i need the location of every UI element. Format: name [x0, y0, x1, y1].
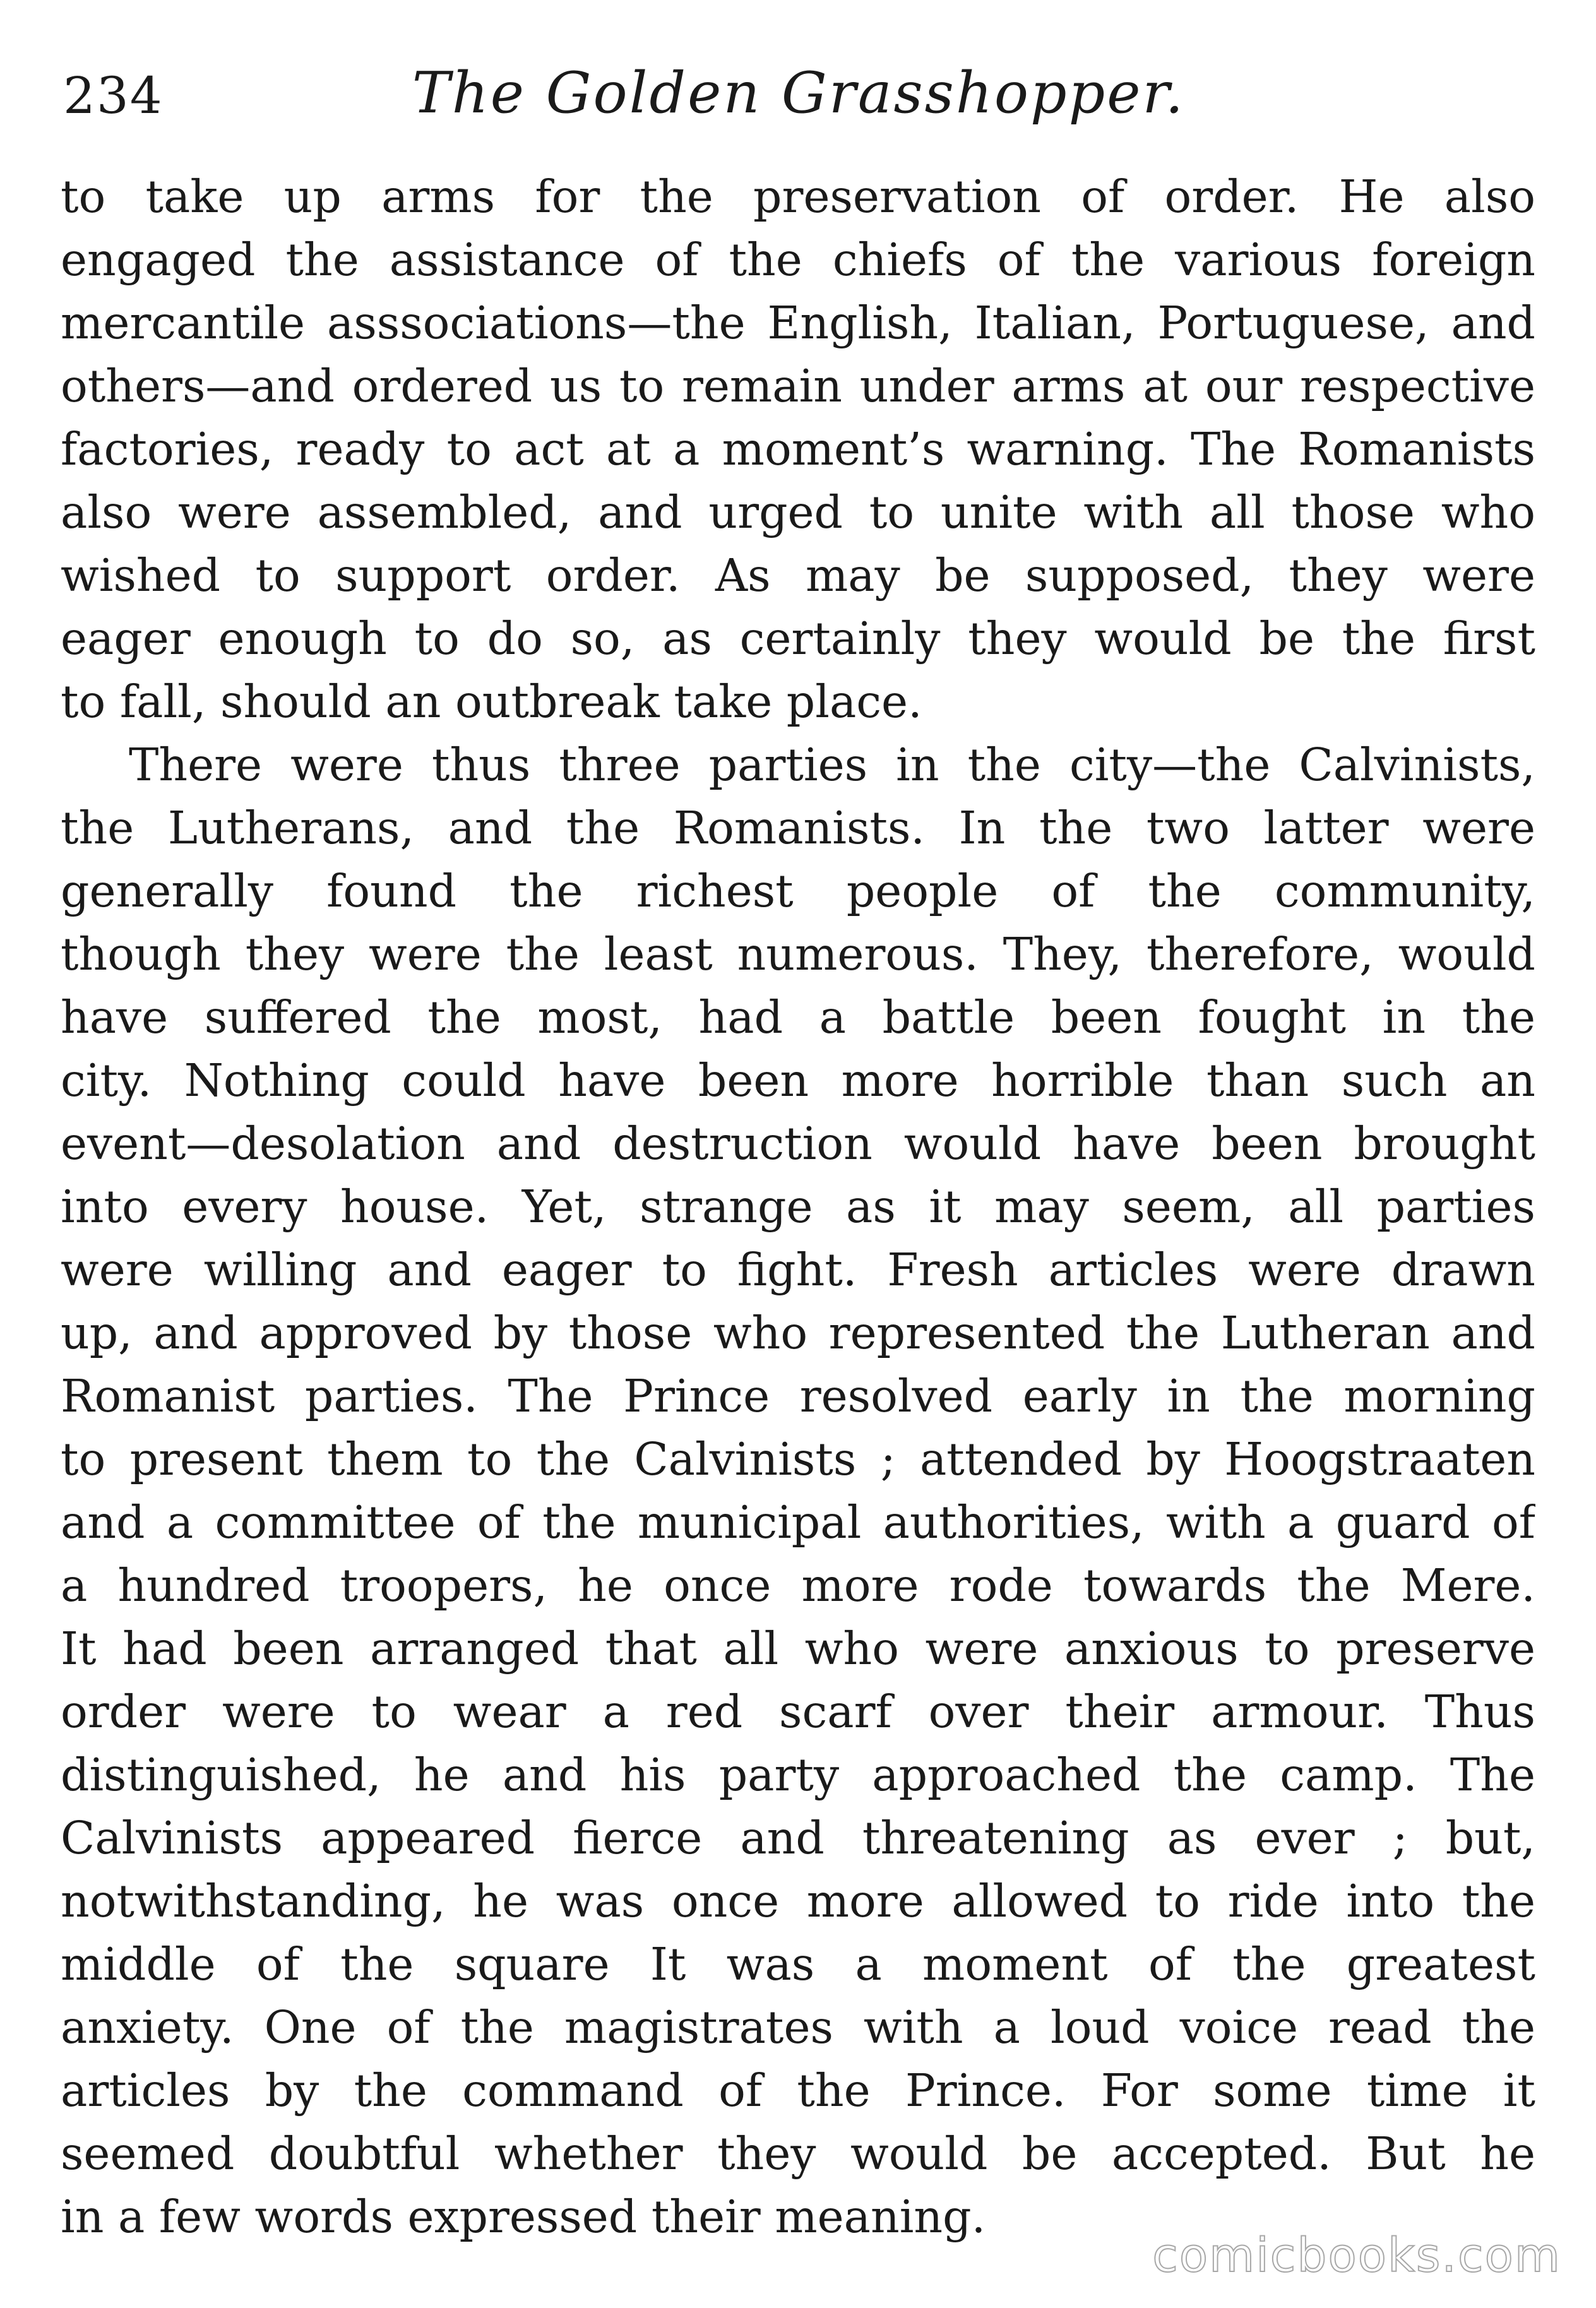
text-line: to fall, should an outbreak take place. [61, 675, 922, 728]
page-number: 234 [63, 66, 164, 125]
text-line: order were to wear a red scarf over their armour. Thus [61, 1686, 1535, 1738]
text-line: mercantile asssociations—the English, Italian, Portuguese, and [61, 297, 1535, 349]
text-line: though they were the least numerous. They, therefore, would [61, 928, 1535, 980]
text-line: the Lutherans, and the Romanists. In the two latter were [61, 802, 1535, 854]
text-line: into every house. Yet, strange as it may seem, all parties [61, 1181, 1535, 1233]
text-line: middle of the square It was a moment of the greatest [61, 1938, 1535, 1990]
text-line: to present them to the Calvinists ; attended by Hoogstraaten [61, 1433, 1535, 1485]
paragraph-1 [61, 165, 1535, 734]
text-line: also were assembled, and urged to unite with all those who [61, 486, 1535, 538]
text-line: notwithstanding, he was once more allowed to ride into the [61, 1875, 1535, 1927]
text-line: generally found the richest people of the community, [61, 865, 1535, 917]
watermark: comicbooks.com [1152, 2228, 1561, 2283]
text-line: There were thus three parties in the city—the Calvinists, [129, 739, 1535, 791]
text-line: articles by the command of the Prince. For some time it [61, 2064, 1535, 2117]
text-line: anxiety. One of the magistrates with a loud voice read the [61, 2001, 1535, 2054]
text-line: in a few words expressed their meaning. [61, 2191, 986, 2243]
text-line: seemed doubtful whether they would be accepted. But he [61, 2127, 1535, 2180]
text-line: a hundred troopers, he once more rode towards the Mere. [61, 1559, 1535, 1612]
text-line: others—and ordered us to remain under arms at our respective [61, 360, 1535, 412]
text-line: engaged the assistance of the chiefs of the various foreign [61, 234, 1535, 286]
running-title: The Golden Grasshopper. [412, 60, 1186, 126]
text-line: have suffered the most, had a battle been fought in the [61, 991, 1535, 1044]
text-line: distinguished, he and his party approached the camp. The [61, 1749, 1535, 1801]
page-header [63, 60, 1534, 129]
paragraph-2 [61, 734, 1535, 2249]
text-line: up, and approved by those who represented the Lutheran and [61, 1307, 1535, 1359]
text-line: factories, ready to act at a moment’s warning. The Romanists [61, 423, 1535, 475]
text-line: were willing and eager to fight. Fresh articles were drawn [61, 1244, 1535, 1296]
text-line: wished to support order. As may be supposed, they were [61, 549, 1535, 602]
text-line: Calvinists appeared fierce and threatening as ever ; but, [61, 1812, 1535, 1864]
text-line: Romanist parties. The Prince resolved early in the morning [61, 1370, 1535, 1422]
text-line: event—desolation and destruction would have been brought [61, 1117, 1535, 1170]
text-line: eager enough to do so, as certainly they would be the first [61, 612, 1535, 665]
text-line: to take up arms for the preservation of order. He also [61, 170, 1535, 223]
body-text [61, 165, 1535, 2249]
text-line: city. Nothing could have been more horrible than such an [61, 1054, 1535, 1107]
text-line: It had been arranged that all who were anxious to preserve [61, 1622, 1535, 1675]
text-line: and a committee of the municipal authorities, with a guard of [61, 1496, 1535, 1549]
